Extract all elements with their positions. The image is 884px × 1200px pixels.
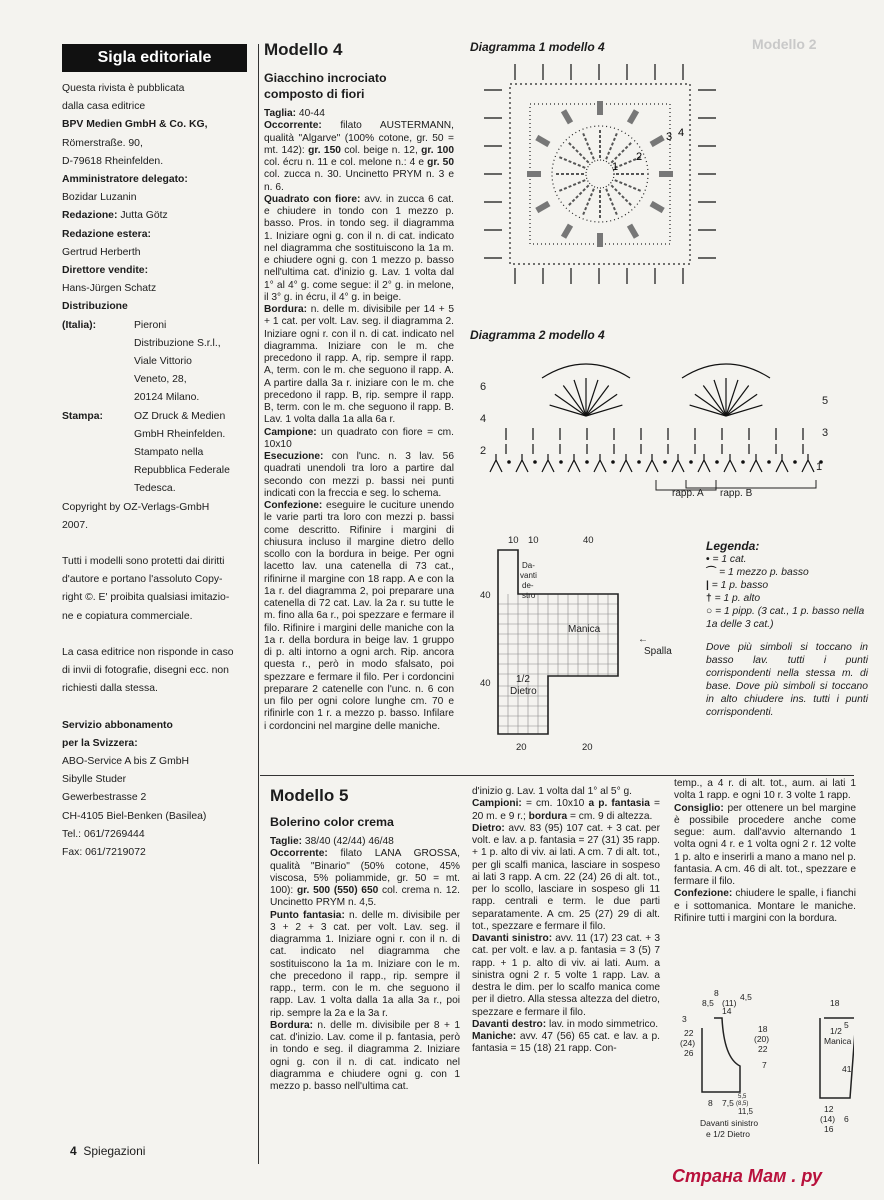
- bold-run: bordura: [528, 810, 568, 822]
- bleed-heading: Modello 2: [752, 36, 817, 52]
- intro-line-1: Questa rivista è pubblicata: [62, 83, 185, 94]
- stitch-group: [672, 454, 684, 472]
- paragraph: [264, 194, 454, 304]
- italia-label: (Italia):: [62, 319, 97, 331]
- estera-label: Redazione estera:: [62, 228, 151, 240]
- paragraph: [270, 836, 460, 848]
- petal-spoke: [558, 180, 586, 191]
- stitch-group: [594, 454, 606, 472]
- bold-run: Davanti sinistro:: [472, 933, 553, 944]
- rights-line: Tutti i modelli sono protetti dai diritti: [62, 556, 225, 568]
- text-run: = cm. 10x10: [521, 798, 589, 810]
- stampa-label: Stampa:: [62, 410, 103, 422]
- davanti-label: de-: [522, 581, 534, 590]
- stitch-group: [724, 454, 736, 472]
- round-label: 1: [612, 161, 619, 173]
- paragraph: [270, 910, 460, 1020]
- text-run: n. delle m. divisibile per 3 + 2 + 3 cat. per volt. Lav. seg. il diagramma 1. Iniziare ogni r. con il n. di cat. indicato nel diagramma che sostituiscono la 1a m. Iniziare con le m. che precedono il rapp., rip. sempre il rapp., term. con le m. che seguono il rapp. Lav. 1 volta dalla 1a alla 3a r., poi rip. sempre la 2a e la 3a r.: [270, 909, 460, 1019]
- italia-line: Distribuzione S.r.l.,: [134, 337, 221, 349]
- petal-cluster: [627, 109, 639, 124]
- row-label: 6: [480, 381, 487, 393]
- bold-run: gr. 100: [421, 144, 454, 156]
- schema5-caption: Davanti sinistro: [700, 1118, 759, 1128]
- schema5-dim: 5,5: [738, 1094, 747, 1100]
- dietro-label: Dietro: [510, 686, 537, 697]
- double-crochet-fan: [726, 380, 738, 416]
- text-run: avv. in zucca 6 cat. e chiudere in tondo con 1 mezzo p. basso. Pros. in tondo seg. il diagramma 1. Iniziare ogni g. con il n. di cat. indicato nel diagramma che sostituiscono la 1a m. e chiudere ogni g. con 1 mezzo p. basso nell'ultima cat. d'inizio g. Lav. 1 volta dal 1° al 4° g. come segue: il 2° g. in melone, il 3° g. in écru, il 4° g. in beige.: [264, 193, 454, 303]
- schema5-dim: 7,5: [722, 1098, 734, 1108]
- schema5-dim: 14: [722, 1006, 732, 1016]
- text-run: per ottenere un bel margine è possibile procedere anche come segue: aum. dall'avvio alternando 1 volta ogni 4 r. e 1 volta ogni 2 r. 12 volte 1 p. alto e inserirli a mano a mano nel p. fantasia. A cm. 46 di alt. tot., spezzare e fermare il filo.: [674, 802, 856, 887]
- bold-run: Occorrente:: [264, 120, 322, 132]
- bold-run: Consiglio:: [674, 802, 724, 814]
- paragraph: [674, 803, 856, 889]
- text-run: avv. 83 (95) 107 cat. + 3 cat. per volt. e lav. a p. fantasia = 27 (31) 35 rapp. + 1 p. alto di viv. ai lati. A cm. 7 di alt. tot., per gli scalfi manica, lasciare in sospeso ai lati 3 rapp. A cm. 22 (24) 26 di alt. tot., per lo scollo, lasciare in sospeso gli 11 rapp. centrali e term. le due parti separatamente. A cm. 25 (27) 29 di alt. tot., spezzare e fermare il filo.: [472, 822, 660, 932]
- schema4-top-dim: 40: [583, 535, 594, 546]
- paragraph: [472, 1019, 660, 1031]
- text-run: eseguire le cuciture unendo le varie parti tra loro con mezzi p. bassi come descritto. Rifinire i margini di chiusura incluso il margine dietro dello scollo con la bordura in beige. Per ogni lacetto lav. una catenella di 73 cat., rifinirne il margine con 18 rapp. A e con la 1a r. del diagramma 2, poi preparare una catenella di 72 cat. Lav. la 2a r. su tutte le m. fino alla 6a r., poi spezzare e fermare il filo. Rifinire i margini delle maniche con la 1a r. della bordura in beige lav. 1 gruppo di p. alti intorno a ogni arch. Rip. ancora questa r., però in modo sfalsato, poi spezzare e fermare il filo. Per i cordoncini preparare 2 catenelle con l'unc. n. 6 con un filo per ogni colore lunghe cm. 70 e rifinirle con 1 r. a mezzo p. basso. Infilare i cordoncini nel margine delle maniche.: [264, 500, 454, 732]
- italia-line: 20124 Milano.: [134, 392, 200, 404]
- modello4-body: [264, 108, 454, 733]
- row-label: 1: [816, 461, 823, 473]
- stitch-group: [802, 454, 814, 472]
- schema5-caption: e 1/2 Dietro: [706, 1129, 750, 1139]
- paragraph: [264, 427, 454, 452]
- distribuzione-label: Distribuzione: [62, 301, 128, 313]
- intro-line-2: dalla casa editrice: [62, 101, 146, 113]
- legend-symbol-icon: •: [706, 554, 713, 565]
- square-inner: [530, 104, 673, 244]
- petal-spoke: [567, 185, 588, 206]
- diagram1-chart: [470, 56, 740, 316]
- stitch-group: [750, 454, 762, 472]
- manica-label: Manica: [568, 624, 601, 635]
- double-crochet-fan: [555, 394, 586, 416]
- schema5-dim: 8: [714, 988, 719, 998]
- legend-item: [706, 553, 868, 566]
- legend-item: [706, 579, 868, 592]
- text-run: col. écru n. 11 e col. melone n.: 4 e: [264, 157, 428, 168]
- paragraph: [472, 786, 660, 798]
- round-label: 2: [636, 151, 643, 163]
- rapp-a-label: rapp. A: [672, 488, 704, 499]
- paragraph: [264, 500, 454, 733]
- bold-run: Esecuzione:: [264, 451, 324, 462]
- petal-spoke: [567, 141, 588, 162]
- chain-dot: [508, 461, 510, 463]
- bold-run: Taglia:: [264, 108, 297, 119]
- schema4-left-dim: 40: [480, 678, 491, 689]
- paragraph: [270, 1020, 460, 1094]
- bold-run: Punto fantasia:: [270, 909, 345, 921]
- stampa-line: Repubblica Federale: [134, 465, 230, 477]
- rights-line: ne e copiatura commerciale.: [62, 610, 193, 622]
- legend-text: = 1 p. alto: [714, 593, 761, 604]
- double-crochet-fan: [703, 386, 726, 416]
- stampa-line: GmbH Rheinfelden.: [134, 428, 226, 440]
- row-label: 5: [822, 395, 829, 407]
- modello5-col1: [270, 836, 460, 1093]
- legend-item: [706, 592, 868, 605]
- schema5-dim: (20): [754, 1034, 770, 1044]
- dietro-label: 1/2: [516, 674, 530, 685]
- bold-run: Dietro:: [472, 822, 505, 834]
- legend-text: = 1 pipp. (3 cat., 1 p. basso nella 1a delle 3 cat.): [706, 606, 865, 630]
- legend: [706, 540, 868, 719]
- redazione-label: Redazione:: [62, 210, 118, 222]
- admin-label: Amministratore delegato:: [62, 174, 188, 186]
- schema5-dim: 8: [708, 1098, 713, 1108]
- bold-run: Taglie:: [270, 836, 303, 847]
- petal-spoke: [582, 189, 593, 217]
- paragraph: [472, 1031, 660, 1056]
- schema5-dim: 8,5: [702, 998, 714, 1008]
- bold-run: Maniche:: [472, 1031, 517, 1042]
- diagram1-title: Diagramma 1 modello 4: [470, 40, 605, 54]
- petal-spoke: [611, 185, 632, 206]
- servizio-line: Tel.: 061/7269444: [62, 828, 145, 840]
- chain-dot: [560, 461, 562, 463]
- section-divider: [260, 775, 854, 776]
- schema5-dim: 3: [682, 1014, 687, 1024]
- spalla-label: Spalla: [644, 646, 672, 657]
- double-crochet-fan: [550, 405, 586, 416]
- petal-cluster: [627, 224, 639, 239]
- petal-cluster: [650, 201, 665, 213]
- manica-dim: 16: [824, 1124, 834, 1134]
- double-crochet-fan: [695, 394, 726, 416]
- italia-line: Viale Vittorio: [134, 356, 192, 368]
- petal-cluster: [597, 233, 603, 247]
- legend-symbol-icon: ○: [706, 606, 716, 617]
- text-run: lav. in modo simmetrico.: [546, 1018, 659, 1030]
- modello4-section: [264, 40, 454, 733]
- modello5-col2: [472, 786, 660, 1056]
- text-run: col. beige n. 12,: [340, 144, 422, 156]
- footer-section: Spiegazioni: [83, 1144, 146, 1158]
- schema5-dim: 22: [758, 1044, 768, 1054]
- petal-spoke: [606, 132, 617, 160]
- stitch-group: [516, 454, 528, 472]
- legend-symbol-icon: ⌒: [706, 567, 720, 578]
- double-crochet-fan: [726, 386, 749, 416]
- double-crochet-fan: [586, 380, 598, 416]
- schema4-top-dim: 10: [508, 535, 519, 546]
- modello4-title-line: composto di fiori: [264, 87, 365, 101]
- manica-dim: 6: [844, 1114, 849, 1124]
- schema5-dim: 7: [762, 1060, 767, 1070]
- legend-symbol-icon: |: [706, 580, 712, 591]
- schema5-dim: (8,5): [736, 1101, 749, 1107]
- legend-text: = 1 mezzo p. basso: [719, 567, 809, 578]
- estera-name: Gertrud Herberth: [62, 246, 141, 258]
- text-run: filato LANA GROSSA, qualità "Binario" (50% cotone, 45% viscosa, 5% poliammide, gr. 50 = mt. 100):: [270, 848, 460, 896]
- stampa-line: Stampato nella: [134, 447, 204, 459]
- modello5-title: Bolerino color crema: [270, 815, 394, 829]
- direttore-label: Direttore vendite:: [62, 265, 149, 277]
- join-arrows: [484, 64, 716, 284]
- italia-line: Pieroni: [134, 319, 167, 331]
- bold-run: gr. 50: [427, 157, 454, 168]
- text-run: temp., a 4 r. di alt. tot., aum. ai lati 1 volta 1 rapp. e ogni 10 r. 3 volte 1 rapp.: [674, 778, 856, 802]
- chain-dot: [586, 461, 588, 463]
- sidebar-imprint: [62, 44, 247, 862]
- text-run: = 20 m. e 9 r.;: [472, 798, 660, 822]
- paragraph: [264, 120, 454, 194]
- petal-cluster: [527, 171, 541, 177]
- petal-spoke: [615, 180, 643, 191]
- petal-cluster: [650, 135, 665, 147]
- disclaimer-line: di invii di fotografie, disegni ecc. non: [62, 665, 229, 677]
- picot-arc: [542, 364, 630, 378]
- distribuzione-block: [62, 317, 247, 408]
- stitch-group: [646, 454, 658, 472]
- text-run: con l'unc. n. 3 lav. 56 quadrati unendoli tra loro a partire dal secondo con mezzi p. bassi nei punti indicati con la freccia e seg. lo schema.: [264, 451, 454, 499]
- chain-dot: [716, 461, 718, 463]
- schema5-dim: 22: [684, 1028, 694, 1038]
- petal-spoke: [606, 189, 617, 217]
- publisher-name: BPV Medien GmbH & Co. KG,: [62, 119, 208, 131]
- paragraph: [472, 798, 660, 823]
- legend-text: = 1 p. basso: [711, 580, 769, 591]
- double-crochet-fan: [726, 405, 762, 416]
- copyright-line: Copyright by OZ-Verlags-GmbH: [62, 501, 210, 513]
- petal-spoke: [582, 132, 593, 160]
- legend-title: Legenda:: [706, 539, 760, 553]
- disclaimer-line: richiesti dalla stessa.: [62, 683, 158, 695]
- text-run: col. crema n. 12. Uncinetto PRYM n. 4,5.: [270, 885, 460, 909]
- double-crochet-fan: [586, 405, 622, 416]
- modello4-heading: Modello 4: [264, 40, 343, 59]
- servizio-line: ABO-Service A bis Z GmbH: [62, 755, 190, 767]
- stitch-group: [620, 454, 632, 472]
- chain-dot: [794, 461, 796, 463]
- schema5-dim: 26: [684, 1048, 694, 1058]
- italia-line: Veneto, 28,: [134, 374, 187, 386]
- chain-dot: [534, 461, 536, 463]
- modello5-col3: [674, 778, 856, 925]
- petal-cluster: [659, 171, 673, 177]
- manica-dim: 12: [824, 1104, 834, 1114]
- row-label: 2: [480, 445, 487, 457]
- chain-dot: [768, 461, 770, 463]
- address-line-2: D-79618 Rheinfelden.: [62, 155, 164, 167]
- text-run: col. zucca n. 30. Uncinetto PRYM n. 3 e n. 6.: [264, 169, 454, 193]
- chain-dot: [742, 461, 744, 463]
- schema4: [478, 530, 688, 760]
- stitch-group: [568, 454, 580, 472]
- legend-item: [706, 566, 868, 579]
- chain-dot: [664, 461, 666, 463]
- schema5: [674, 988, 854, 1148]
- chain-dot: [612, 461, 614, 463]
- rights-line: d'autore e portano l'assoluto Copy-: [62, 574, 223, 586]
- page-number: 4: [70, 1144, 77, 1158]
- bold-run: gr. 500 (550) 650: [296, 885, 379, 896]
- servizio-label: per la Svizzera:: [62, 737, 138, 749]
- rights-line: right ©. E' proibita qualsiasi imitazio-: [62, 592, 230, 604]
- petal-cluster: [561, 109, 573, 124]
- rapp-b-bracket: [686, 480, 816, 488]
- stampa-line: OZ Druck & Medien: [134, 410, 226, 422]
- address-line-1: Römerstraße. 90,: [62, 137, 143, 149]
- stitch-group: [490, 454, 502, 472]
- text-run: avv. 11 (17) 23 cat. + 3 cat. per volt. e lav. a p. fantasia = 3 (5) 7 rapp. + 1 p. alto di viv. ai lati. Aum. a sinistra ogni 2 r. 5 volte 1 rapp. Lav. a destra le dim. per lo scalfo manica come per il dietro. Alla stessa altezza del dietro, spezzare e fermare il filo.: [472, 933, 660, 1018]
- double-crochet-fan: [726, 394, 757, 416]
- bold-run: Confezione:: [674, 888, 733, 900]
- paragraph: [472, 823, 660, 933]
- site-watermark: Страна Мам . ру: [672, 1166, 822, 1186]
- text-run: 38/40 (42/44) 46/48: [302, 836, 394, 847]
- schema4-bottom-dim: 20: [582, 742, 593, 753]
- schema4-left-dim: 40: [480, 590, 491, 601]
- bold-run: Bordura:: [270, 1019, 314, 1031]
- bold-run: Davanti destro:: [472, 1018, 547, 1030]
- manica-dim: 5: [844, 1020, 849, 1030]
- schema5-dim: (11): [722, 998, 737, 1008]
- rapp-b-label: rapp. B: [720, 488, 753, 499]
- manica-label: Manica: [824, 1036, 852, 1046]
- davanti-label: Da-: [522, 561, 535, 570]
- double-crochet-fan: [690, 405, 726, 416]
- schema4-grid: [498, 594, 618, 734]
- manica-label: 1/2: [830, 1026, 842, 1036]
- legend-note: Dove più simboli si toccano in basso lav. tutti i punti corrispondenti nella stessa m. di base. Dove più simboli si toccano in alto chiudere ins. tutti i punti corrispondenti.: [706, 642, 868, 718]
- double-crochet-fan: [586, 386, 609, 416]
- manica-top-dim: 18: [830, 998, 840, 1008]
- row-label: 4: [480, 413, 487, 425]
- stitch-group: [698, 454, 710, 472]
- text-run: 40-44: [296, 108, 325, 119]
- paragraph: [674, 778, 856, 803]
- schema5-dim: 18: [758, 1024, 768, 1034]
- admin-name: Bozidar Luzanin: [62, 192, 137, 204]
- servizio-line: Fax: 061/7219072: [62, 846, 146, 858]
- bold-run: Quadrato con fiore:: [264, 193, 361, 205]
- legend-symbol-icon: †: [706, 593, 715, 604]
- bold-run: Confezione:: [264, 500, 323, 511]
- round-label: 4: [678, 127, 685, 139]
- text-run: filato AUSTERMANN, qualità "Algarve" (100% cotone, gr. 50 = mt. 142):: [264, 120, 454, 156]
- legend-text: = 1 cat.: [712, 554, 747, 565]
- schema4-bottom-dim: 20: [516, 742, 527, 753]
- schema5-dim: (24): [680, 1038, 696, 1048]
- bold-run: Campione:: [264, 426, 317, 438]
- petal-cluster: [535, 201, 550, 213]
- double-crochet-fan: [586, 394, 617, 416]
- servizio-line: CH-4105 Biel-Benken (Basilea): [62, 810, 207, 822]
- servizio-line: Sibylle Studer: [62, 774, 127, 786]
- manica-dim: 41: [842, 1064, 852, 1074]
- page-footer: [70, 1144, 145, 1158]
- paragraph: [264, 304, 454, 427]
- diagram2-chart: [476, 344, 846, 514]
- modello5-section: [270, 786, 460, 1093]
- flower-center: [586, 160, 614, 188]
- modello5-heading: Modello 5: [270, 786, 349, 805]
- arrow-icon: ←: [638, 634, 648, 645]
- direttore-name: Hans-Jürgen Schatz: [62, 283, 157, 295]
- text-run: d'inizio g. Lav. 1 volta dal 1° al 5° g.: [472, 786, 632, 797]
- petal-spoke: [558, 156, 586, 167]
- davanti-label: vanti: [520, 571, 537, 580]
- round-label: 3: [666, 131, 673, 143]
- disclaimer-line: La casa editrice non risponde in caso: [62, 646, 234, 658]
- diagram2-title: Diagramma 2 modello 4: [470, 328, 605, 342]
- text-run: n. delle m. divisibile per 8 + 1 cat. d'inizio. Lav. come il p. fantasia, però in tondo e seg. il diagramma 2. Iniziare ogni g. con il n. di cat. indicato nel diagramma e chiudere ogni g. con 1 mezzo p. basso nell'ultima cat.: [270, 1019, 460, 1092]
- column-divider: [258, 44, 259, 1164]
- sidebar-header: Sigla editoriale: [62, 44, 247, 72]
- modello4-title-line: Giacchino incrociato: [264, 71, 387, 85]
- copyright-line: 2007.: [62, 519, 89, 531]
- text-run: n. delle m. divisibile per 14 + 5 + 1 cat. per volt. Lav. seg. il diagramma 2. Iniziare ogni r. con il n. di cat. indicato nel diagramma. Iniziare con le m. che precedono il rapp. A, rip. sempre il rapp. A, term. con le m. che seguono il rapp. A. A partire dalla 3a r. iniziare con le m. che precedono il rapp. B, rip. sempre il rapp. B, term. con le m. che seguono il rapp. B. Lav. 1 volta dalla 1a alla 6a r.: [264, 304, 454, 426]
- petal-cluster: [597, 101, 603, 115]
- chain-dot: [690, 461, 692, 463]
- servizio-line: Gewerbestrasse 2: [62, 792, 147, 804]
- double-crochet-fan: [714, 380, 726, 416]
- bold-run: Bordura:: [264, 304, 308, 315]
- chain-dot: [638, 461, 640, 463]
- row-label: 3: [822, 427, 829, 439]
- paragraph: [264, 108, 454, 120]
- stitch-group: [542, 454, 554, 472]
- legend-item: [706, 605, 868, 631]
- servizio-label: Servizio abbonamento: [62, 719, 173, 731]
- paragraph: [472, 933, 660, 1019]
- text-run: chiudere le spalle, i fianchi e i sottomanica. Montare le maniche. Rifinire tutti i margini con la bordura.: [674, 888, 856, 924]
- davanti-outline: [702, 1018, 740, 1092]
- double-crochet-fan: [574, 380, 586, 416]
- text-run: = cm. 9 di altezza.: [567, 810, 653, 822]
- double-crochet-fan: [563, 386, 586, 416]
- stampa-line: Tedesca.: [134, 483, 176, 495]
- bold-run: gr. 150: [308, 144, 341, 156]
- flower-petals: [527, 101, 673, 247]
- petal-spoke: [611, 141, 632, 162]
- picot-arc: [682, 364, 770, 378]
- text-run: avv. 47 (56) 65 cat. e lav. a p. fantasia = 15 (18) 21 rapp. Con-: [472, 1031, 660, 1055]
- stampa-block: [62, 408, 247, 499]
- bold-run: Occorrente:: [270, 848, 328, 860]
- petal-cluster: [535, 135, 550, 147]
- schema5-dim: 11,5: [738, 1107, 753, 1116]
- paragraph: [270, 848, 460, 909]
- petal-cluster: [561, 224, 573, 239]
- paragraph: [674, 888, 856, 925]
- bold-run: a p. fantasia: [588, 798, 650, 810]
- stitch-marks: [490, 364, 822, 472]
- stitch-group: [776, 454, 788, 472]
- schema4-top-dim: 10: [528, 535, 539, 546]
- manica-dim: (14): [820, 1114, 836, 1124]
- redazione-name: Jutta Götz: [120, 210, 168, 222]
- paragraph: [264, 451, 454, 500]
- bold-run: Campioni:: [472, 798, 522, 810]
- davanti-label: stro: [522, 591, 536, 600]
- schema5-dim: 4,5: [740, 992, 752, 1002]
- text-run: un quadrato con fiore = cm. 10x10: [264, 426, 454, 450]
